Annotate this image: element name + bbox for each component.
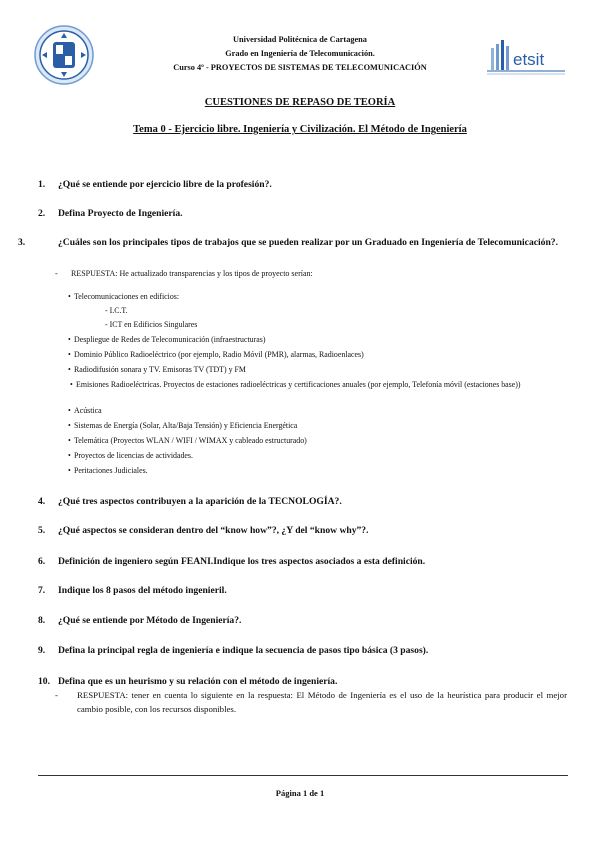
course-name: Curso 4º - PROYECTOS DE SISTEMAS DE TELECOMUNICACIÓN — [173, 63, 427, 72]
list-item: • Sistemas de Energía (Solar, Alta/Baja Tensión) y Eficiencia Energética — [68, 421, 298, 430]
question-text: ¿Qué se entiende por ejercicio libre de la profesión?. — [58, 179, 272, 190]
question-4 — [38, 495, 568, 508]
etsit-logo-text: etsit — [513, 50, 545, 69]
question-number: 8. — [38, 615, 46, 626]
bullet-icon: • — [70, 380, 73, 389]
question-number: 5. — [38, 525, 46, 536]
question-text: Definición de ingeniero según FEANI.Indique los tres aspectos asociados a esta definición. — [58, 556, 426, 567]
list-item: • Proyectos de licencias de actividades. — [68, 451, 193, 460]
bullet-icon: • — [68, 335, 71, 344]
question-number: 4. — [38, 496, 46, 507]
question-text: ¿Qué tres aspectos contribuyen a la aparición de la TECNOLOGÍA?. — [58, 496, 342, 507]
question-text: ¿Qué aspectos se consideran dentro del “know how”?, ¿Y del “know why”?. — [58, 525, 369, 536]
question-text: Defina Proyecto de Ingeniería. — [58, 208, 183, 219]
question-number: 1. — [38, 179, 46, 190]
question-text: Indique los 8 pasos del método ingenieril. — [58, 585, 227, 596]
question-8 — [38, 614, 568, 627]
question-3 — [18, 236, 570, 249]
question-text: ¿Cuáles son los principales tipos de trabajos que se pueden realizar por un Graduado en Ingeniería de Telecomunicación?. — [58, 237, 558, 248]
page-title: CUESTIONES DE REPASO DE TEORÍA — [204, 97, 396, 108]
question-5 — [38, 524, 568, 537]
list-item: • Acústica — [68, 406, 102, 415]
bullet-icon: • — [68, 406, 71, 415]
bullet-icon: • — [68, 466, 71, 475]
list-item: • Despliegue de Redes de Telecomunicación (infraestructuras) — [68, 335, 266, 344]
question-1 — [38, 178, 568, 191]
bullet-icon: • — [68, 421, 71, 430]
question-2 — [38, 207, 568, 220]
question-number: 3. — [18, 237, 26, 248]
response-dash: - — [55, 690, 58, 700]
sub-list-item: - ICT en Edificios Singulares — [105, 320, 198, 329]
response-dash: - — [55, 269, 58, 278]
question-text: Defina que es un heurismo y su relación con el método de ingeniería. — [58, 676, 338, 687]
degree-name: Grado en Ingeniería de Telecomunicación. — [225, 49, 375, 58]
response-text: RESPUESTA: tener en cuenta lo siguiente en la respuesta: El Método de Ingeniería es el uso de la heurística para producir el mejor cambio posible, con los recursos disponibles. — [77, 690, 567, 714]
list-item: • Radiodifusión sonara y TV. Emisoras TV (TDT) y FM — [68, 365, 246, 374]
bullet-icon: • — [68, 365, 71, 374]
response-text: RESPUESTA: He actualizado transparencias y los tipos de proyecto serían: — [71, 269, 313, 278]
question-number: 9. — [38, 645, 46, 656]
page-subtitle: Tema 0 - Ejercicio libre. Ingeniería y Civilización. El Método de Ingeniería — [133, 124, 467, 135]
bullet-icon: • — [68, 350, 71, 359]
list-item: • Telecomunicaciones en edificios: — [68, 292, 180, 301]
page-number: Página 1 de 1 — [275, 788, 325, 798]
list-item: • Emisiones Radioeléctricas. Proyectos de estaciones radioeléctricas y certificaciones anuales (por ejemplo, Telefonía móvil (estaciones base)) — [70, 380, 521, 389]
question-number: 6. — [38, 556, 46, 567]
question-text: Defina la principal regla de ingeniería e indique la secuencia de pasos tipo básica (3 pasos). — [58, 645, 429, 656]
university-name: Universidad Politécnica de Cartagena — [233, 35, 367, 44]
question-text: ¿Qué se entiende por Método de Ingeniería?. — [58, 615, 242, 626]
page-header — [0, 0, 600, 100]
footer-divider — [38, 775, 568, 776]
list-item: • Dominio Público Radioeléctrico (por ejemplo, Radio Móvil (PMR), alarmas, Radioenlaces) — [68, 350, 364, 359]
bullet-icon: • — [68, 292, 71, 301]
question-number: 2. — [38, 208, 46, 219]
etsit-logo — [485, 38, 567, 78]
question-number: 10. — [38, 676, 50, 687]
question-number: 7. — [38, 585, 46, 596]
question-7 — [38, 584, 568, 597]
bullet-icon: • — [68, 451, 71, 460]
university-seal-logo — [34, 25, 94, 85]
sub-list-item: - I.C.T. — [105, 306, 128, 315]
question-6 — [38, 555, 568, 568]
question-9 — [38, 644, 568, 657]
list-item: • Peritaciones Judiciales. — [68, 466, 148, 475]
question-10 — [38, 675, 568, 688]
bullet-icon: • — [68, 436, 71, 445]
list-item: • Telemática (Proyectos WLAN / WIFI / WIMAX y cableado estructurado) — [68, 436, 307, 445]
